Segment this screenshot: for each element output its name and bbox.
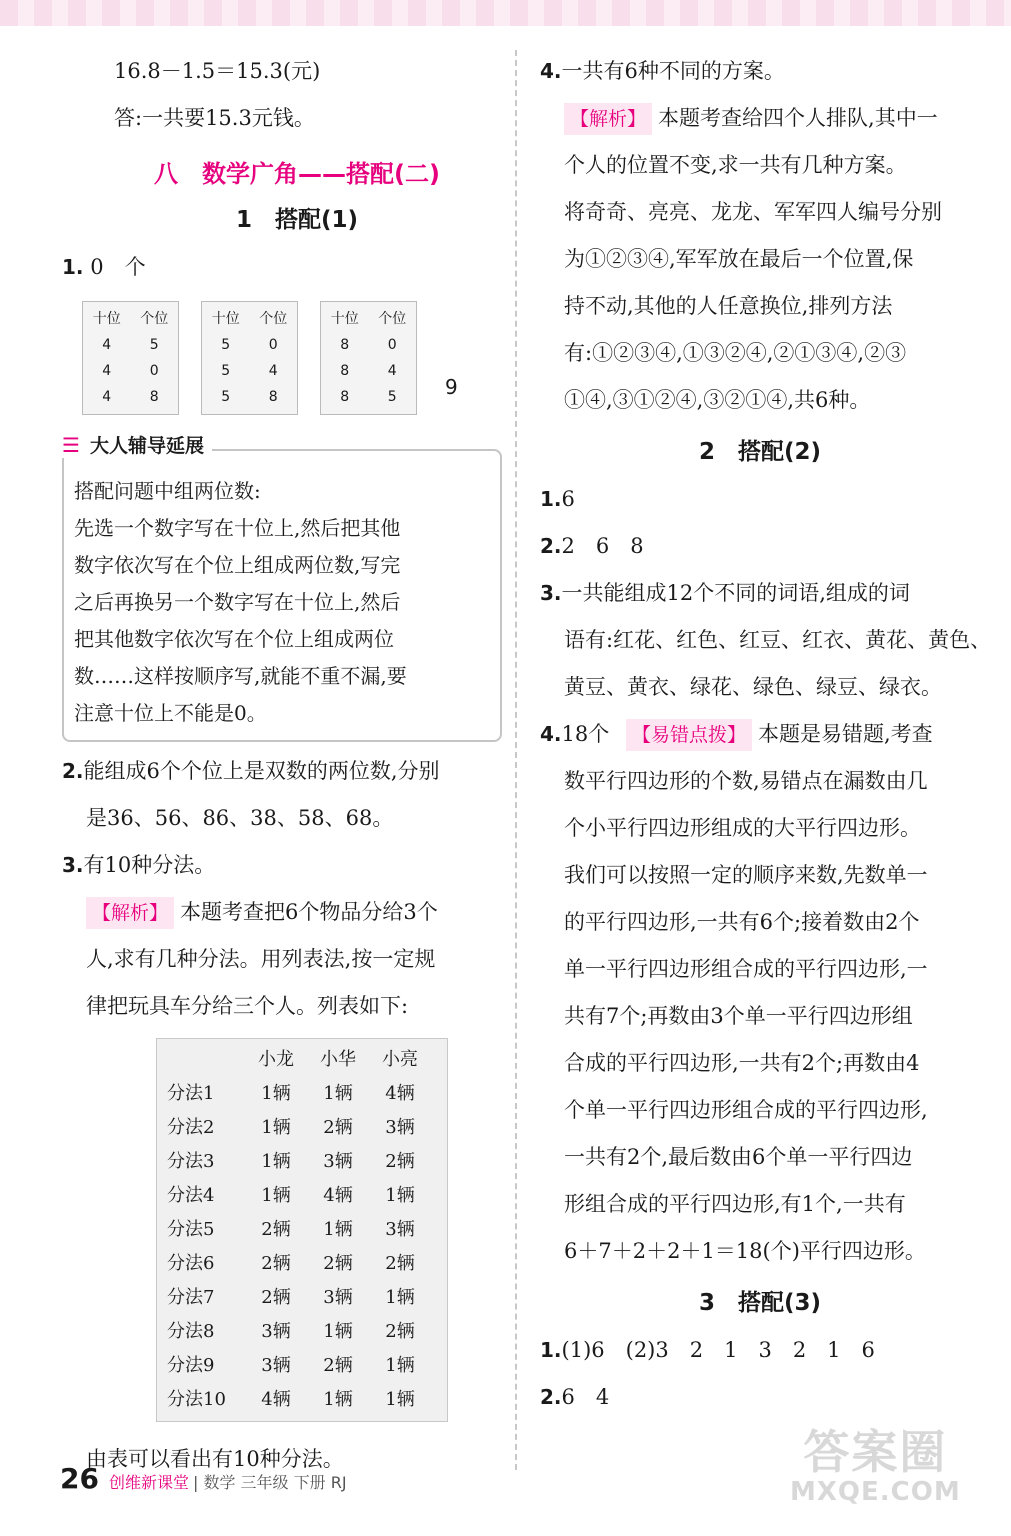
question-answer: 0 个 xyxy=(90,255,146,279)
watermark-url: MXQE.COM xyxy=(790,1477,961,1507)
table-cell: 1辆 xyxy=(323,1389,353,1410)
table-cell: 2辆 xyxy=(385,1321,415,1342)
table-cell: 8 xyxy=(340,337,350,353)
question-number: 3. xyxy=(540,581,562,605)
table-cell: 2辆 xyxy=(323,1253,353,1274)
question-4 xyxy=(540,711,980,758)
question-4 xyxy=(540,48,980,95)
table-cell: 1辆 xyxy=(323,1083,353,1104)
table-cell: 1辆 xyxy=(385,1389,415,1410)
question-answer: 一共有6种不同的方案。 xyxy=(561,59,785,83)
right-column xyxy=(540,48,992,1421)
table-cell: 2辆 xyxy=(385,1151,415,1172)
table-row xyxy=(167,1179,437,1213)
conclusion: 由表可以看出有10种分法。 xyxy=(86,1447,344,1471)
analysis-line: 6＋7＋2＋2＋1＝18(个)平行四边形。 xyxy=(564,1239,926,1263)
menu-lines-icon: ☰ xyxy=(62,432,80,457)
table-row xyxy=(167,1349,437,1383)
table-cell: 5 xyxy=(149,337,159,353)
analysis-line: 合成的平行四边形,一共有2个;再数由4 xyxy=(564,1051,920,1075)
question-line: 语有:红花、红色、红豆、红衣、黄花、黄色、 xyxy=(564,628,992,652)
analysis-line: ①④,③①②④,③②①④,共6种。 xyxy=(564,388,871,412)
digit-table xyxy=(201,301,298,415)
analysis-line: 数平行四边形的个数,易错点在漏数由几 xyxy=(564,769,928,793)
question-1 xyxy=(540,476,980,523)
question-number: 2. xyxy=(540,1385,562,1409)
table-cell: 8 xyxy=(149,389,159,405)
table-header: 个位 xyxy=(378,311,407,327)
analysis-text: 本题考查把6个物品分给3个 xyxy=(180,900,438,924)
question-number: 1. xyxy=(62,255,84,279)
question-answer: 2 6 8 xyxy=(561,534,644,558)
analysis-tag: 【解析】 xyxy=(564,103,652,135)
table-cell: 4 xyxy=(102,363,112,379)
table-cell: 1辆 xyxy=(261,1083,291,1104)
table-cell: 分法10 xyxy=(167,1389,226,1410)
table-row xyxy=(167,1281,437,1315)
table-header: 十位 xyxy=(92,311,121,327)
table-cell: 分法9 xyxy=(167,1355,215,1376)
table-cell: 5 xyxy=(221,363,231,379)
table-cell: 4辆 xyxy=(385,1083,415,1104)
table-cell: 2辆 xyxy=(261,1219,291,1240)
question-number: 4. xyxy=(540,59,562,83)
distribution-table xyxy=(156,1038,448,1422)
analysis-line: 将奇奇、亮亮、龙龙、军军四人编号分别 xyxy=(564,200,942,224)
page-footer xyxy=(60,1462,347,1495)
table-cell: 2辆 xyxy=(323,1117,353,1138)
lesson-title-1: 1 搭配(1) xyxy=(235,207,359,233)
question-answer: 18个 xyxy=(561,722,610,746)
table-cell: 8 xyxy=(340,389,350,405)
table-row xyxy=(167,1315,437,1349)
tip-line: 数字依次写在个位上组成两位数,写完 xyxy=(74,553,401,577)
analysis-line: 我们可以按照一定的顺序来数,先数单一 xyxy=(564,863,928,887)
table-row xyxy=(167,1213,437,1247)
decorative-top-band xyxy=(0,0,1011,26)
book-info: | 数学 三年级 下册 RJ xyxy=(192,1473,347,1492)
question-line: 是36、56、86、38、58、68。 xyxy=(86,806,394,830)
table-row xyxy=(167,1111,437,1145)
tip-line: 把其他数字依次写在个位上组成两位 xyxy=(74,627,394,651)
table-cell: 5 xyxy=(221,389,231,405)
table-cell: 分法3 xyxy=(167,1151,215,1172)
analysis-tag: 【解析】 xyxy=(86,897,174,929)
analysis-line: 个人的位置不变,求一共有几种方案。 xyxy=(564,153,907,177)
question-number: 3. xyxy=(62,853,84,877)
table-header: 个位 xyxy=(259,311,288,327)
question-3 xyxy=(540,570,980,617)
question-number: 1. xyxy=(540,1338,562,1362)
table-cell: 2辆 xyxy=(261,1287,291,1308)
table-cell: 1辆 xyxy=(261,1185,291,1206)
question-number: 1. xyxy=(540,487,562,511)
unit-title: 八 数学广角——搭配(二) xyxy=(154,160,440,188)
question-answer: 有10种分法。 xyxy=(83,853,216,877)
table-cell: 2辆 xyxy=(261,1253,291,1274)
table-cell: 3辆 xyxy=(385,1117,415,1138)
analysis-line: 有:①②③④,①③②④,②①③④,②③ xyxy=(564,341,907,365)
analysis-line: 持不动,其他的人任意换位,排列方法 xyxy=(564,294,893,318)
question-number: 2. xyxy=(540,534,562,558)
page-number: 26 xyxy=(60,1462,99,1495)
table-header: 小亮 xyxy=(382,1049,418,1070)
table-cell: 1辆 xyxy=(385,1287,415,1308)
table-cell: 3辆 xyxy=(385,1219,415,1240)
question-answer: (1)6 (2)3 2 1 3 2 1 6 xyxy=(561,1338,875,1362)
table-cell: 分法6 xyxy=(167,1253,215,1274)
analysis-text: 本题考查给四个人排队,其中一 xyxy=(658,106,938,130)
table-cell: 分法5 xyxy=(167,1219,215,1240)
table-cell: 1辆 xyxy=(261,1151,291,1172)
question-3 xyxy=(62,842,502,889)
question-answer: 6 4 xyxy=(561,1385,610,1409)
question-number: 4. xyxy=(540,722,562,746)
question-2 xyxy=(540,523,980,570)
table-header: 小龙 xyxy=(258,1049,294,1070)
table-cell: 4 xyxy=(102,389,112,405)
brand-name: 创维新课堂 xyxy=(108,1473,189,1492)
tip-line: 数……这样按顺序写,就能不重不漏,要 xyxy=(74,664,407,688)
lesson-title-2: 2 搭配(2) xyxy=(698,439,822,465)
table-cell: 0 xyxy=(149,363,159,379)
table-header: 十位 xyxy=(330,311,359,327)
tip-title: 大人辅导延展 xyxy=(89,435,204,457)
table-body xyxy=(167,1077,437,1417)
analysis-line: 单一平行四边形组合成的平行四边形,一 xyxy=(564,957,928,981)
question-line: 黄豆、黄衣、绿花、绿色、绿豆、绿衣。 xyxy=(564,675,942,699)
table-header xyxy=(167,1043,245,1077)
column-divider xyxy=(515,50,517,1470)
watermark-text: 答案圈 xyxy=(803,1425,948,1479)
table-row xyxy=(167,1077,437,1111)
table-cell: 1辆 xyxy=(385,1355,415,1376)
question-1 xyxy=(540,1327,980,1374)
left-column xyxy=(62,48,502,1483)
table-cell: 分法8 xyxy=(167,1321,215,1342)
table-cell: 分法1 xyxy=(167,1083,215,1104)
table-cell: 3辆 xyxy=(261,1321,291,1342)
table-cell: 4 xyxy=(268,363,278,379)
tip-line: 之后再换另一个数字写在十位上,然后 xyxy=(74,590,401,614)
question-line: 一共能组成12个不同的词语,组成的词 xyxy=(561,581,910,605)
table-cell: 分法4 xyxy=(167,1185,215,1206)
table-cell: 5 xyxy=(221,337,231,353)
analysis-line xyxy=(540,95,980,142)
table-header: 十位 xyxy=(211,311,240,327)
analysis-line: 人,求有几种分法。用列表法,按一定规 xyxy=(86,947,436,971)
tip-line: 先选一个数字写在十位上,然后把其他 xyxy=(74,516,401,540)
lesson-title-3: 3 搭配(3) xyxy=(698,1290,822,1316)
question-line: 能组成6个个位上是双数的两位数,分别 xyxy=(83,759,440,783)
table-cell: 1辆 xyxy=(385,1185,415,1206)
table-cell: 分法2 xyxy=(167,1117,215,1138)
table-header-row xyxy=(167,1043,437,1077)
analysis-line: 的平行四边形,一共有6个;接着数由2个 xyxy=(564,910,920,934)
tip-header xyxy=(62,431,212,458)
carry-line: 16.8－1.5＝15.3(元) xyxy=(114,59,321,83)
table-cell: 4辆 xyxy=(323,1185,353,1206)
question-answer: 6 xyxy=(561,487,575,511)
tip-line: 搭配问题中组两位数: xyxy=(74,479,261,503)
carry-answer: 答:一共要15.3元钱。 xyxy=(114,106,315,130)
table-cell: 2辆 xyxy=(323,1355,353,1376)
table-cell: 8 xyxy=(340,363,350,379)
table-cell: 3辆 xyxy=(261,1355,291,1376)
question-number: 2. xyxy=(62,759,84,783)
table-cell: 8 xyxy=(268,389,278,405)
analysis-line: 为①②③④,军军放在最后一个位置,保 xyxy=(564,247,914,271)
table-cell: 1辆 xyxy=(261,1117,291,1138)
table-cell: 1辆 xyxy=(323,1219,353,1240)
watermark-logo xyxy=(790,1425,961,1512)
tip-box xyxy=(62,432,502,742)
table-row xyxy=(167,1145,437,1179)
table-cell: 3辆 xyxy=(323,1287,353,1308)
analysis-text: 本题是易错题,考查 xyxy=(757,722,933,746)
analysis-line: 共有7个;再数由3个单一平行四边形组 xyxy=(564,1004,913,1028)
mistake-tag: 【易错点拨】 xyxy=(626,719,752,751)
table-cell: 4 xyxy=(387,363,397,379)
table-header: 个位 xyxy=(140,311,169,327)
digit-tables xyxy=(82,301,502,415)
table-cell: 0 xyxy=(387,337,397,353)
analysis-line xyxy=(62,889,502,936)
analysis-line: 形组合成的平行四边形,有1个,一共有 xyxy=(564,1192,906,1216)
question-2 xyxy=(540,1374,980,1421)
table-cell: 4辆 xyxy=(261,1389,291,1410)
table-total: 9 xyxy=(445,375,458,399)
question-1 xyxy=(62,244,502,291)
table-row xyxy=(167,1247,437,1281)
table-header: 小华 xyxy=(320,1049,356,1070)
table-cell: 4 xyxy=(102,337,112,353)
digit-table xyxy=(82,301,179,415)
table-cell: 分法7 xyxy=(167,1287,215,1308)
tip-line: 注意十位上不能是0。 xyxy=(74,701,267,725)
analysis-line: 律把玩具车分给三个人。列表如下: xyxy=(86,994,409,1018)
question-2 xyxy=(62,748,502,795)
digit-table xyxy=(320,301,417,415)
analysis-line: 个小平行四边形组成的大平行四边形。 xyxy=(564,816,921,840)
analysis-line: 个单一平行四边形组合成的平行四边形, xyxy=(564,1098,928,1122)
table-cell: 2辆 xyxy=(385,1253,415,1274)
analysis-line: 一共有2个,最后数由6个单一平行四边 xyxy=(564,1145,913,1169)
table-cell: 3辆 xyxy=(323,1151,353,1172)
table-row xyxy=(167,1383,437,1417)
table-cell: 1辆 xyxy=(323,1321,353,1342)
table-cell: 0 xyxy=(268,337,278,353)
table-cell: 5 xyxy=(387,389,397,405)
